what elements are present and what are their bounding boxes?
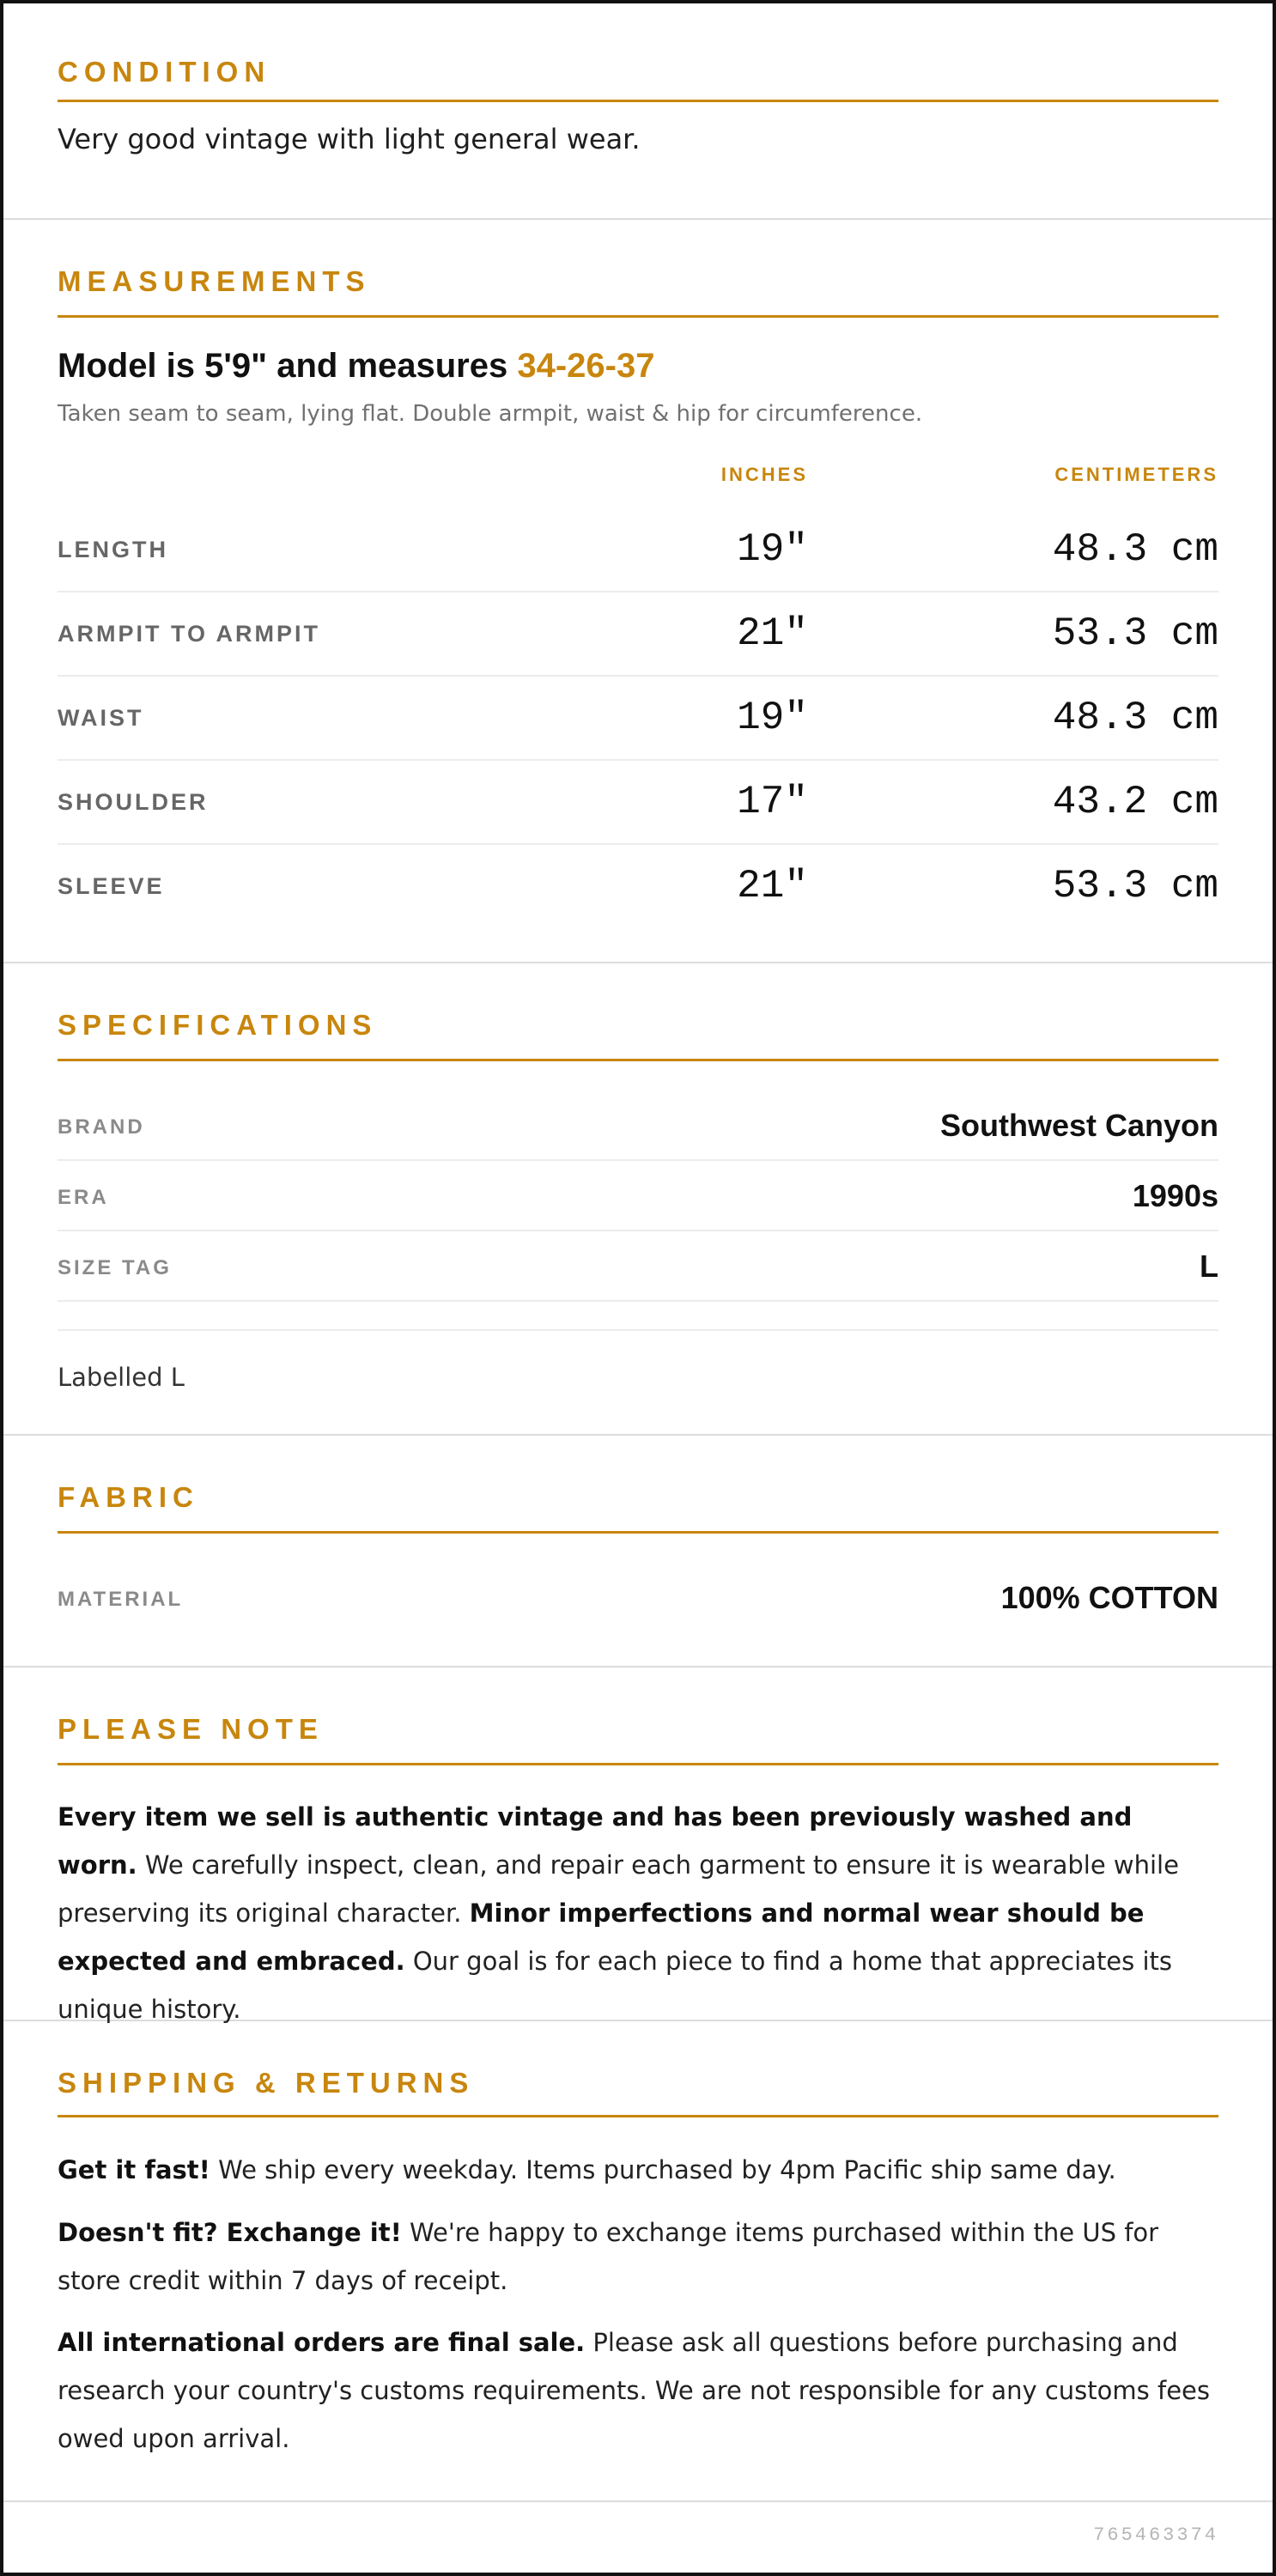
measurement-centimeters: 53.3 cm — [1052, 611, 1218, 656]
spec-row-material — [58, 1563, 1218, 1633]
model-measures-value: 34-26-37 — [517, 347, 655, 385]
measurement-label: LENGTH — [58, 537, 168, 562]
specifications-section — [3, 963, 1273, 1436]
please-note-text-2: Our goal is for each piece to find a home that appreciates its unique history. — [58, 1947, 1173, 2024]
condition-rule — [58, 100, 1218, 102]
measurement-label: SHOULDER — [58, 789, 209, 815]
shipping-returns-heading: SHIPPING & RETURNS — [58, 2067, 475, 2099]
specifications-heading: SPECIFICATIONS — [58, 1009, 378, 1041]
shipping-bold-2: Doesn't fit? Exchange it! — [58, 2218, 402, 2247]
shipping-text-2: We're happy to exchange items purchased within the US for store credit within 7 days of receipt. — [58, 2218, 1159, 2295]
measurement-row-waist — [58, 677, 1218, 761]
shipping-paragraph-1 — [58, 2146, 1218, 2194]
shipping-returns-section — [3, 2021, 1273, 2502]
fabric-heading: FABRIC — [58, 1481, 199, 1513]
measurement-row-shoulder — [58, 761, 1218, 845]
product-id: 765463374 — [1093, 2524, 1218, 2546]
please-note-bold-1: Every item we sell is authentic vintage and has been previously washed and worn. — [58, 1802, 1133, 1880]
spec-row-brand — [58, 1091, 1218, 1161]
measurements-rule — [58, 315, 1218, 318]
shipping-paragraph-3 — [58, 2318, 1218, 2463]
measurement-row-armpit — [58, 592, 1218, 677]
measurement-centimeters: 48.3 cm — [1052, 527, 1218, 572]
condition-text: Very good vintage with light general wear. — [58, 123, 641, 155]
column-header-inches: INCHES — [720, 464, 808, 485]
measurement-inches: 17" — [737, 780, 808, 824]
fabric-section — [3, 1436, 1273, 1668]
condition-section — [3, 3, 1273, 220]
please-note-text-1: We carefully inspect, clean, and repair each garment to ensure it is wearable while preserving its original character. — [58, 1850, 1179, 1928]
spec-label: MATERIAL — [58, 1588, 184, 1611]
spec-row-era — [58, 1161, 1218, 1231]
spec-label: SIZE TAG — [58, 1256, 172, 1279]
spec-value: 1990s — [1132, 1178, 1218, 1213]
measurement-inches: 21" — [737, 864, 808, 908]
measurement-row-sleeve — [58, 845, 1218, 929]
shipping-text-1: We ship every weekday. Items purchased by 4pm Pacific ship same day. — [210, 2155, 1116, 2184]
measurement-centimeters: 43.2 cm — [1052, 780, 1218, 824]
spec-row-size-tag — [58, 1231, 1218, 1302]
measurements-section — [3, 220, 1273, 963]
model-prefix: Model is 5'9" and measures — [58, 347, 518, 385]
shipping-bold-1: Get it fast! — [58, 2155, 210, 2184]
please-note-section — [3, 1668, 1273, 2024]
please-note-heading: PLEASE NOTE — [58, 1713, 324, 1745]
measurement-inches: 21" — [737, 611, 808, 656]
measurement-inches: 19" — [737, 527, 808, 572]
shipping-text-3: Please ask all questions before purchasing and research your country's customs requirements. We are not responsible for any customs fees owed upon arrival. — [58, 2328, 1210, 2453]
measurement-label: ARMPIT TO ARMPIT — [58, 621, 320, 647]
measurement-label: WAIST — [58, 705, 144, 731]
condition-heading: CONDITION — [58, 56, 271, 88]
spec-value: L — [1200, 1249, 1218, 1284]
please-note-text — [58, 1793, 1218, 2033]
spec-value: 100% COTTON — [1000, 1580, 1218, 1615]
measurements-subtitle: Taken seam to seam, lying flat. Double armpit, waist & hip for circumference. — [58, 401, 923, 427]
shipping-paragraph-2 — [58, 2208, 1218, 2305]
size-tag-note: Labelled L — [58, 1363, 185, 1392]
measurement-inches: 19" — [737, 696, 808, 740]
fabric-rule — [58, 1531, 1218, 1534]
please-note-rule — [58, 1763, 1218, 1765]
measurements-heading: MEASUREMENTS — [58, 265, 371, 297]
please-note-bold-2: Minor imperfections and normal wear should be expected and embraced. — [58, 1899, 1145, 1976]
spec-label: BRAND — [58, 1115, 145, 1139]
measurement-centimeters: 53.3 cm — [1052, 864, 1218, 908]
specifications-rule — [58, 1059, 1218, 1061]
spec-note-divider — [58, 1329, 1218, 1331]
measurement-label: SLEEVE — [58, 873, 165, 899]
measurement-row-length — [58, 508, 1218, 592]
shipping-returns-rule — [58, 2115, 1218, 2117]
column-header-centimeters: CENTIMETERS — [1054, 464, 1218, 485]
measurement-centimeters: 48.3 cm — [1052, 696, 1218, 740]
spec-value: Southwest Canyon — [939, 1108, 1218, 1143]
spec-label: ERA — [58, 1186, 109, 1209]
model-measurements — [58, 343, 654, 388]
shipping-bold-3: All international orders are final sale. — [58, 2328, 586, 2357]
